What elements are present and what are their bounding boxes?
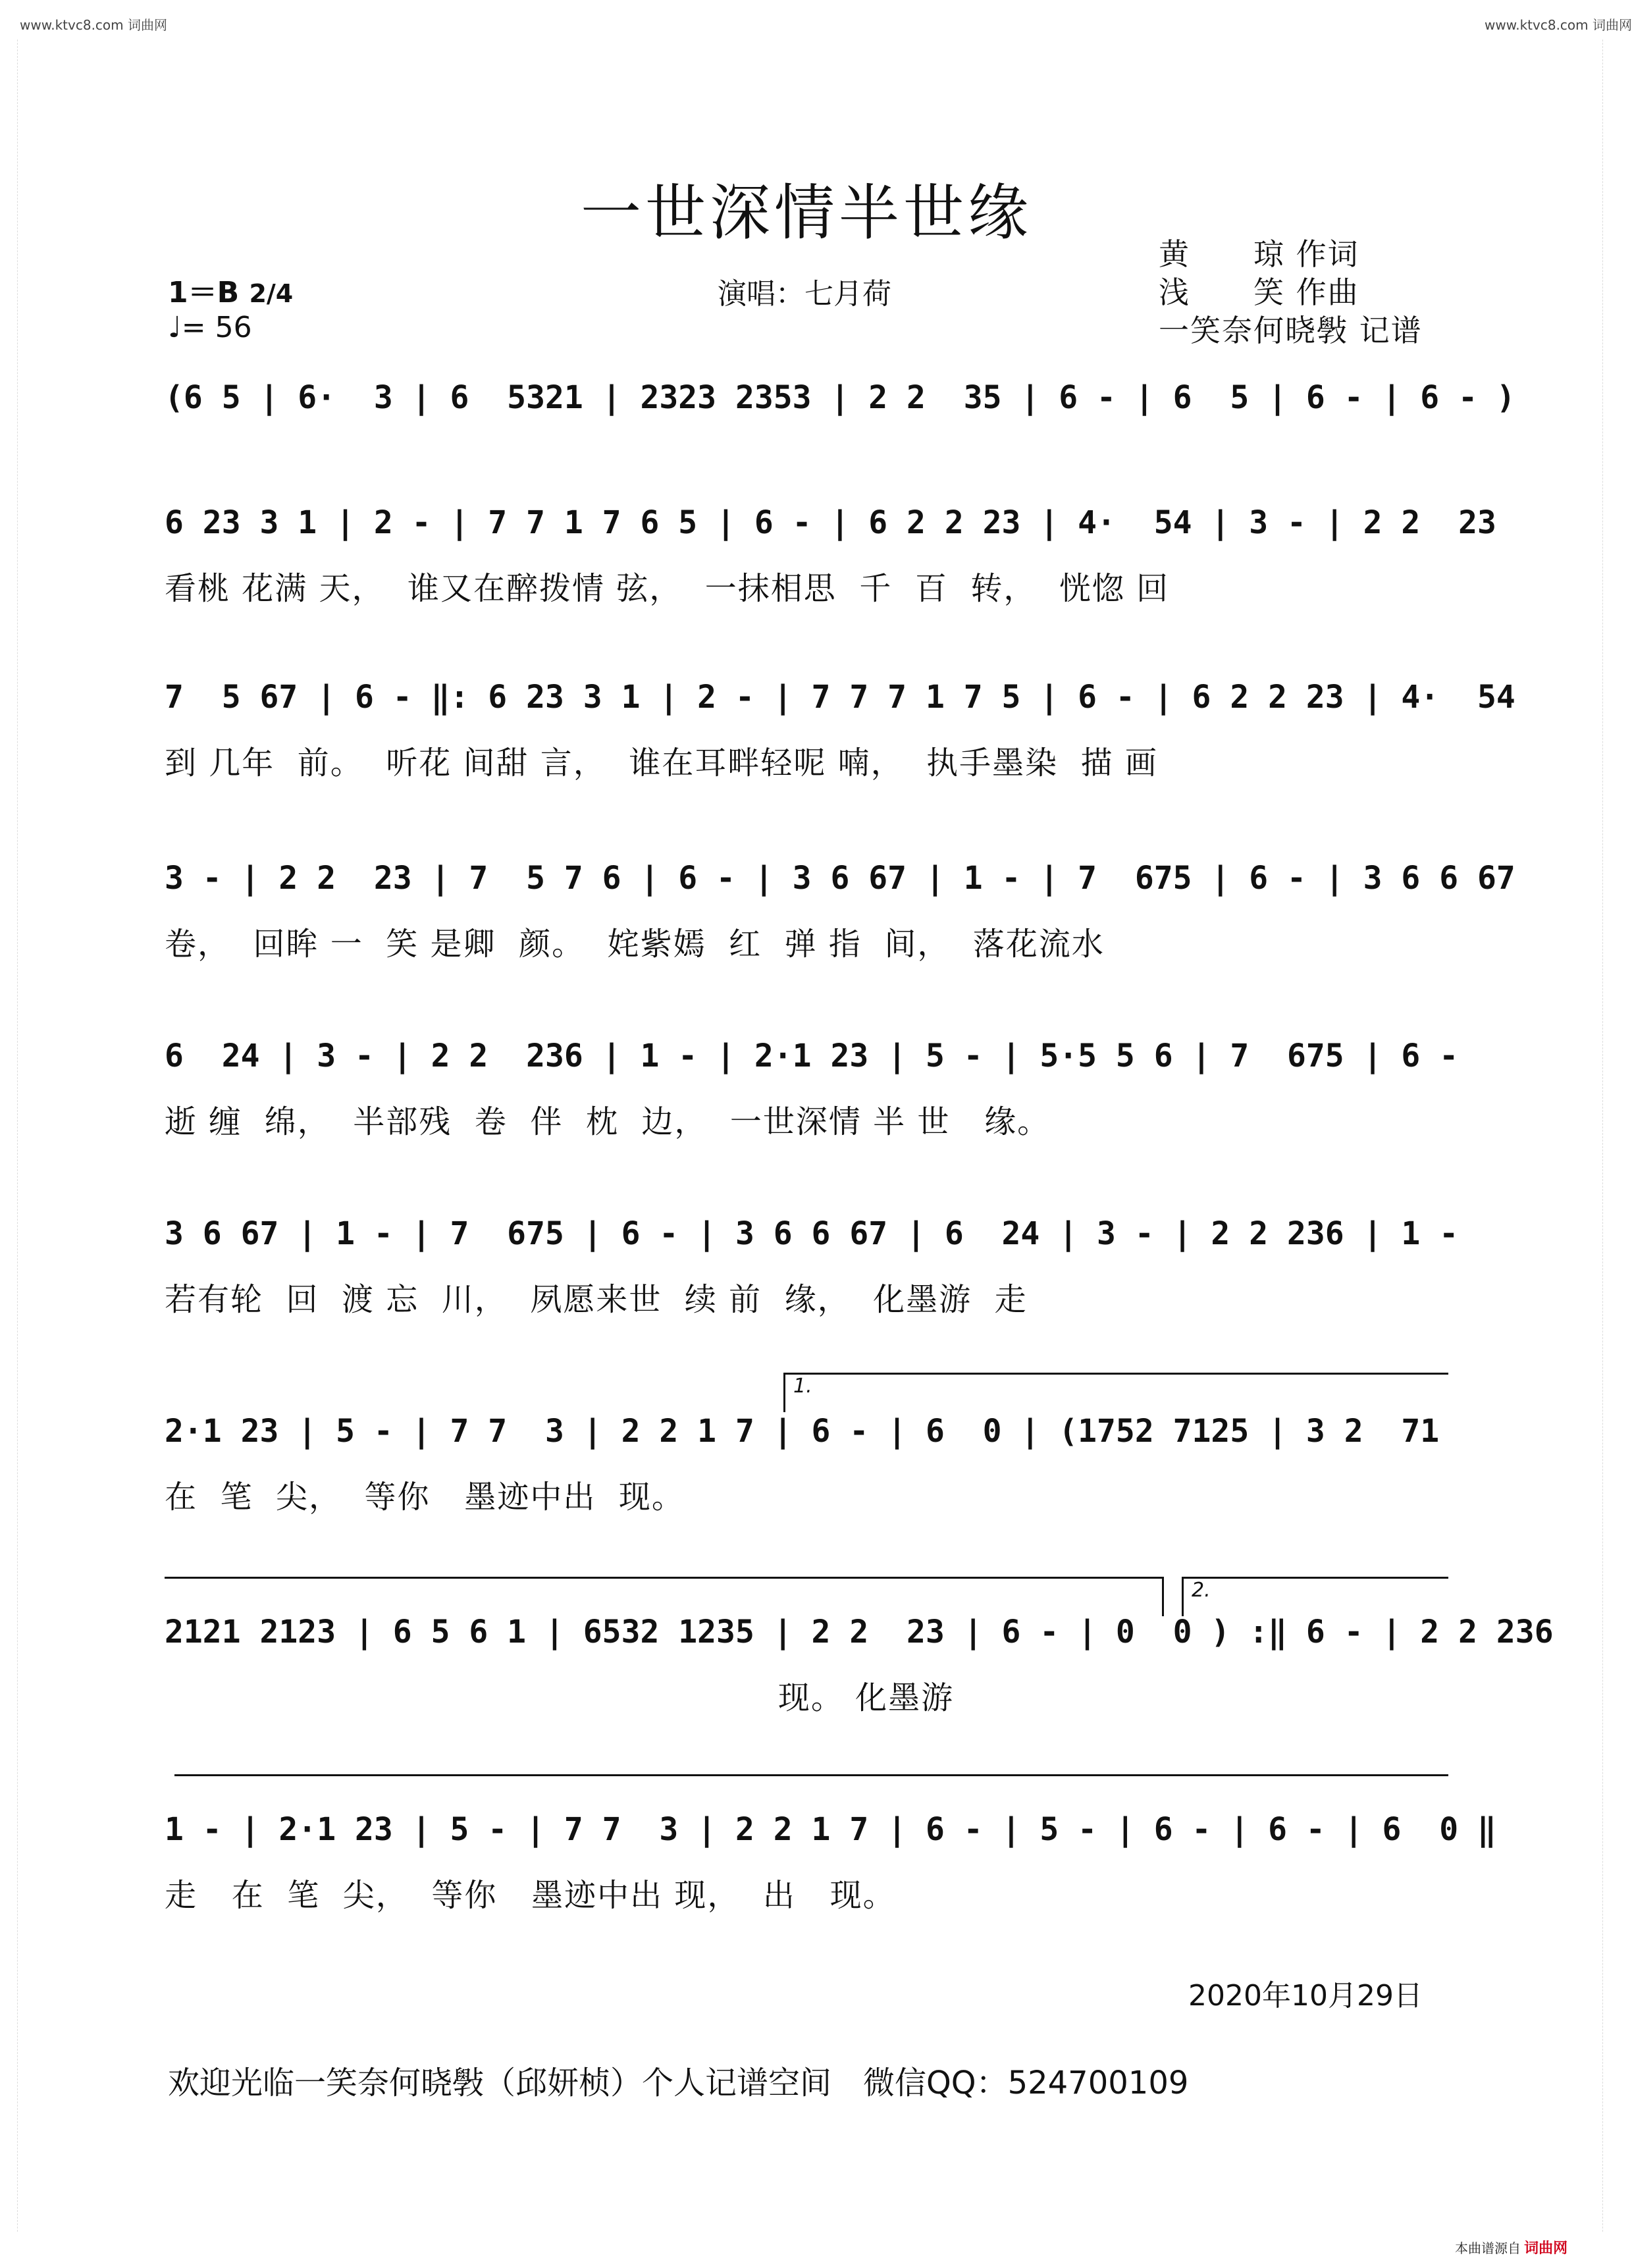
notation-text: 2121 2123 | 6 5 6 1 | 6532 1235 | 2 2 23 | 6 - | 0 0 ) :‖ 6 - | 2 2 236 [165, 1614, 1554, 1650]
key-signature [168, 269, 293, 311]
notation-text: 3 6 67 | 1 - | 7 675 | 6 - | 3 6 6 67 | 6 24 | 3 - | 2 2 236 | 1 - [165, 1215, 1459, 1252]
lyric-line: 在 笔 尖， 等你 墨迹中出 现。 [165, 1479, 685, 1516]
right-margin-strip [1593, 40, 1603, 2232]
notation-line [165, 1034, 1459, 1080]
footer-note: 欢迎光临一笑奈何晓斅（邱妍桢）个人记谱空间 微信QQ：524700109 [168, 2065, 1189, 2101]
source-label: 本曲谱源自 [1455, 2240, 1521, 2256]
volta-bracket-2 [1182, 1577, 1448, 1579]
date: 2020年10月29日 [1188, 1979, 1423, 2013]
volta-bracket-1 [783, 1373, 1448, 1375]
time-signature: 2/4 [249, 279, 294, 308]
notation-text: 6 23 3 1 | 2 - | 7 7 1 7 6 5 | 6 - | 6 2 2 23 | 4· 54 | 3 - | 2 2 23 [165, 504, 1496, 541]
corner-right-tag: 词曲网 [1593, 17, 1632, 33]
lyric-line: 现。 化墨游 [165, 1679, 955, 1716]
corner-right-url: www.ktvc8.com [1485, 17, 1589, 33]
corner-left-url: www.ktvc8.com [20, 17, 124, 33]
lyric-line: 走 在 笔 尖， 等你 墨迹中出 现， 出 现。 [165, 1877, 896, 1914]
composer-credit: 浅 笑 作曲 [1159, 275, 1359, 310]
volta-label-2: 2. [1192, 1579, 1211, 1602]
key-label: 1＝B [168, 276, 240, 309]
lyric-line: 到 几年 前。 听花 间甜 言， 谁在耳畔轻呢 喃， 执手墨染 描 画 [165, 745, 1158, 781]
corner-right [1485, 14, 1632, 34]
notation-text: 1 - | 2·1 23 | 5 - | 7 7 3 | 2 2 1 7 | 6 - | 5 - | 6 - | 6 - | 6 0 ‖ [165, 1811, 1496, 1848]
notation-text: 6 24 | 3 - | 2 2 236 | 1 - | 2·1 23 | 5 - | 5·5 5 6 | 7 675 | 6 - [165, 1038, 1459, 1074]
tempo-marking: ♩= 56 [168, 311, 252, 344]
volta-label-1: 1. [793, 1375, 812, 1398]
lyric-line: 若有轮 回 渡 忘 川， 夙愿来世 续 前 缘， 化墨游 走 [165, 1281, 1028, 1318]
notation-line [165, 1409, 1448, 1455]
corner-left-tag: 词曲网 [128, 17, 168, 33]
notation-text: (6 5 | 6· 3 | 6 5321 | 2323 2353 | 2 2 35 | 6 - | 6 5 | 6 - | 6 - ) [165, 379, 1515, 416]
notation-text: 3 - | 2 2 23 | 7 5 7 6 | 6 - | 3 6 67 | 1 - | 7 675 | 6 - | 3 6 6 67 [165, 860, 1515, 897]
lyric-line: 卷， 回眸 一 笑 是卿 颜。 姹紫嫣 红 弹 指 间， 落花流水 [165, 926, 1105, 963]
volta-bracket-1-continued [165, 1577, 1162, 1579]
notation-line [165, 1807, 1496, 1853]
site-logo: 词曲网 [1524, 2240, 1568, 2257]
transcriber-credit: 一笑奈何晓斅 记谱 [1159, 313, 1423, 348]
song-title: 一世深情半世缘 [580, 178, 1032, 248]
lyricist-credit: 黄 琼 作词 [1159, 236, 1359, 272]
notation-line [165, 1211, 1459, 1257]
corner-left [20, 14, 167, 34]
left-margin-strip [8, 40, 18, 2232]
lyric-line: 看桃 花满 天， 谁又在醉拨情 弦， 一抹相思 千 百 转， 恍惚 回 [165, 570, 1170, 607]
notation-text: 7 5 67 | 6 - ‖: 6 23 3 1 | 2 - | 7 7 7 1 7 5 | 6 - | 6 2 2 23 | 4· 54 [165, 679, 1515, 716]
notation-line [165, 375, 1515, 421]
notation-text: 2·1 23 | 5 - | 7 7 3 | 2 2 1 7 | 6 - | 6 0 | (1752 7125 | 3 2 71 [165, 1413, 1440, 1450]
notation-line [165, 675, 1515, 721]
singer: 演唱：七月荷 [718, 277, 891, 311]
lyric-line: 逝 缠 绵， 半部残 卷 伴 枕 边， 一世深情 半 世 缘。 [165, 1103, 1051, 1140]
volta-bracket-1-hook [783, 1373, 785, 1412]
source-badge [1455, 2237, 1567, 2257]
notation-line [165, 856, 1515, 902]
volta-bracket-2-continued [174, 1774, 1448, 1776]
notation-line [165, 500, 1496, 546]
notation-line [165, 1610, 1554, 1656]
